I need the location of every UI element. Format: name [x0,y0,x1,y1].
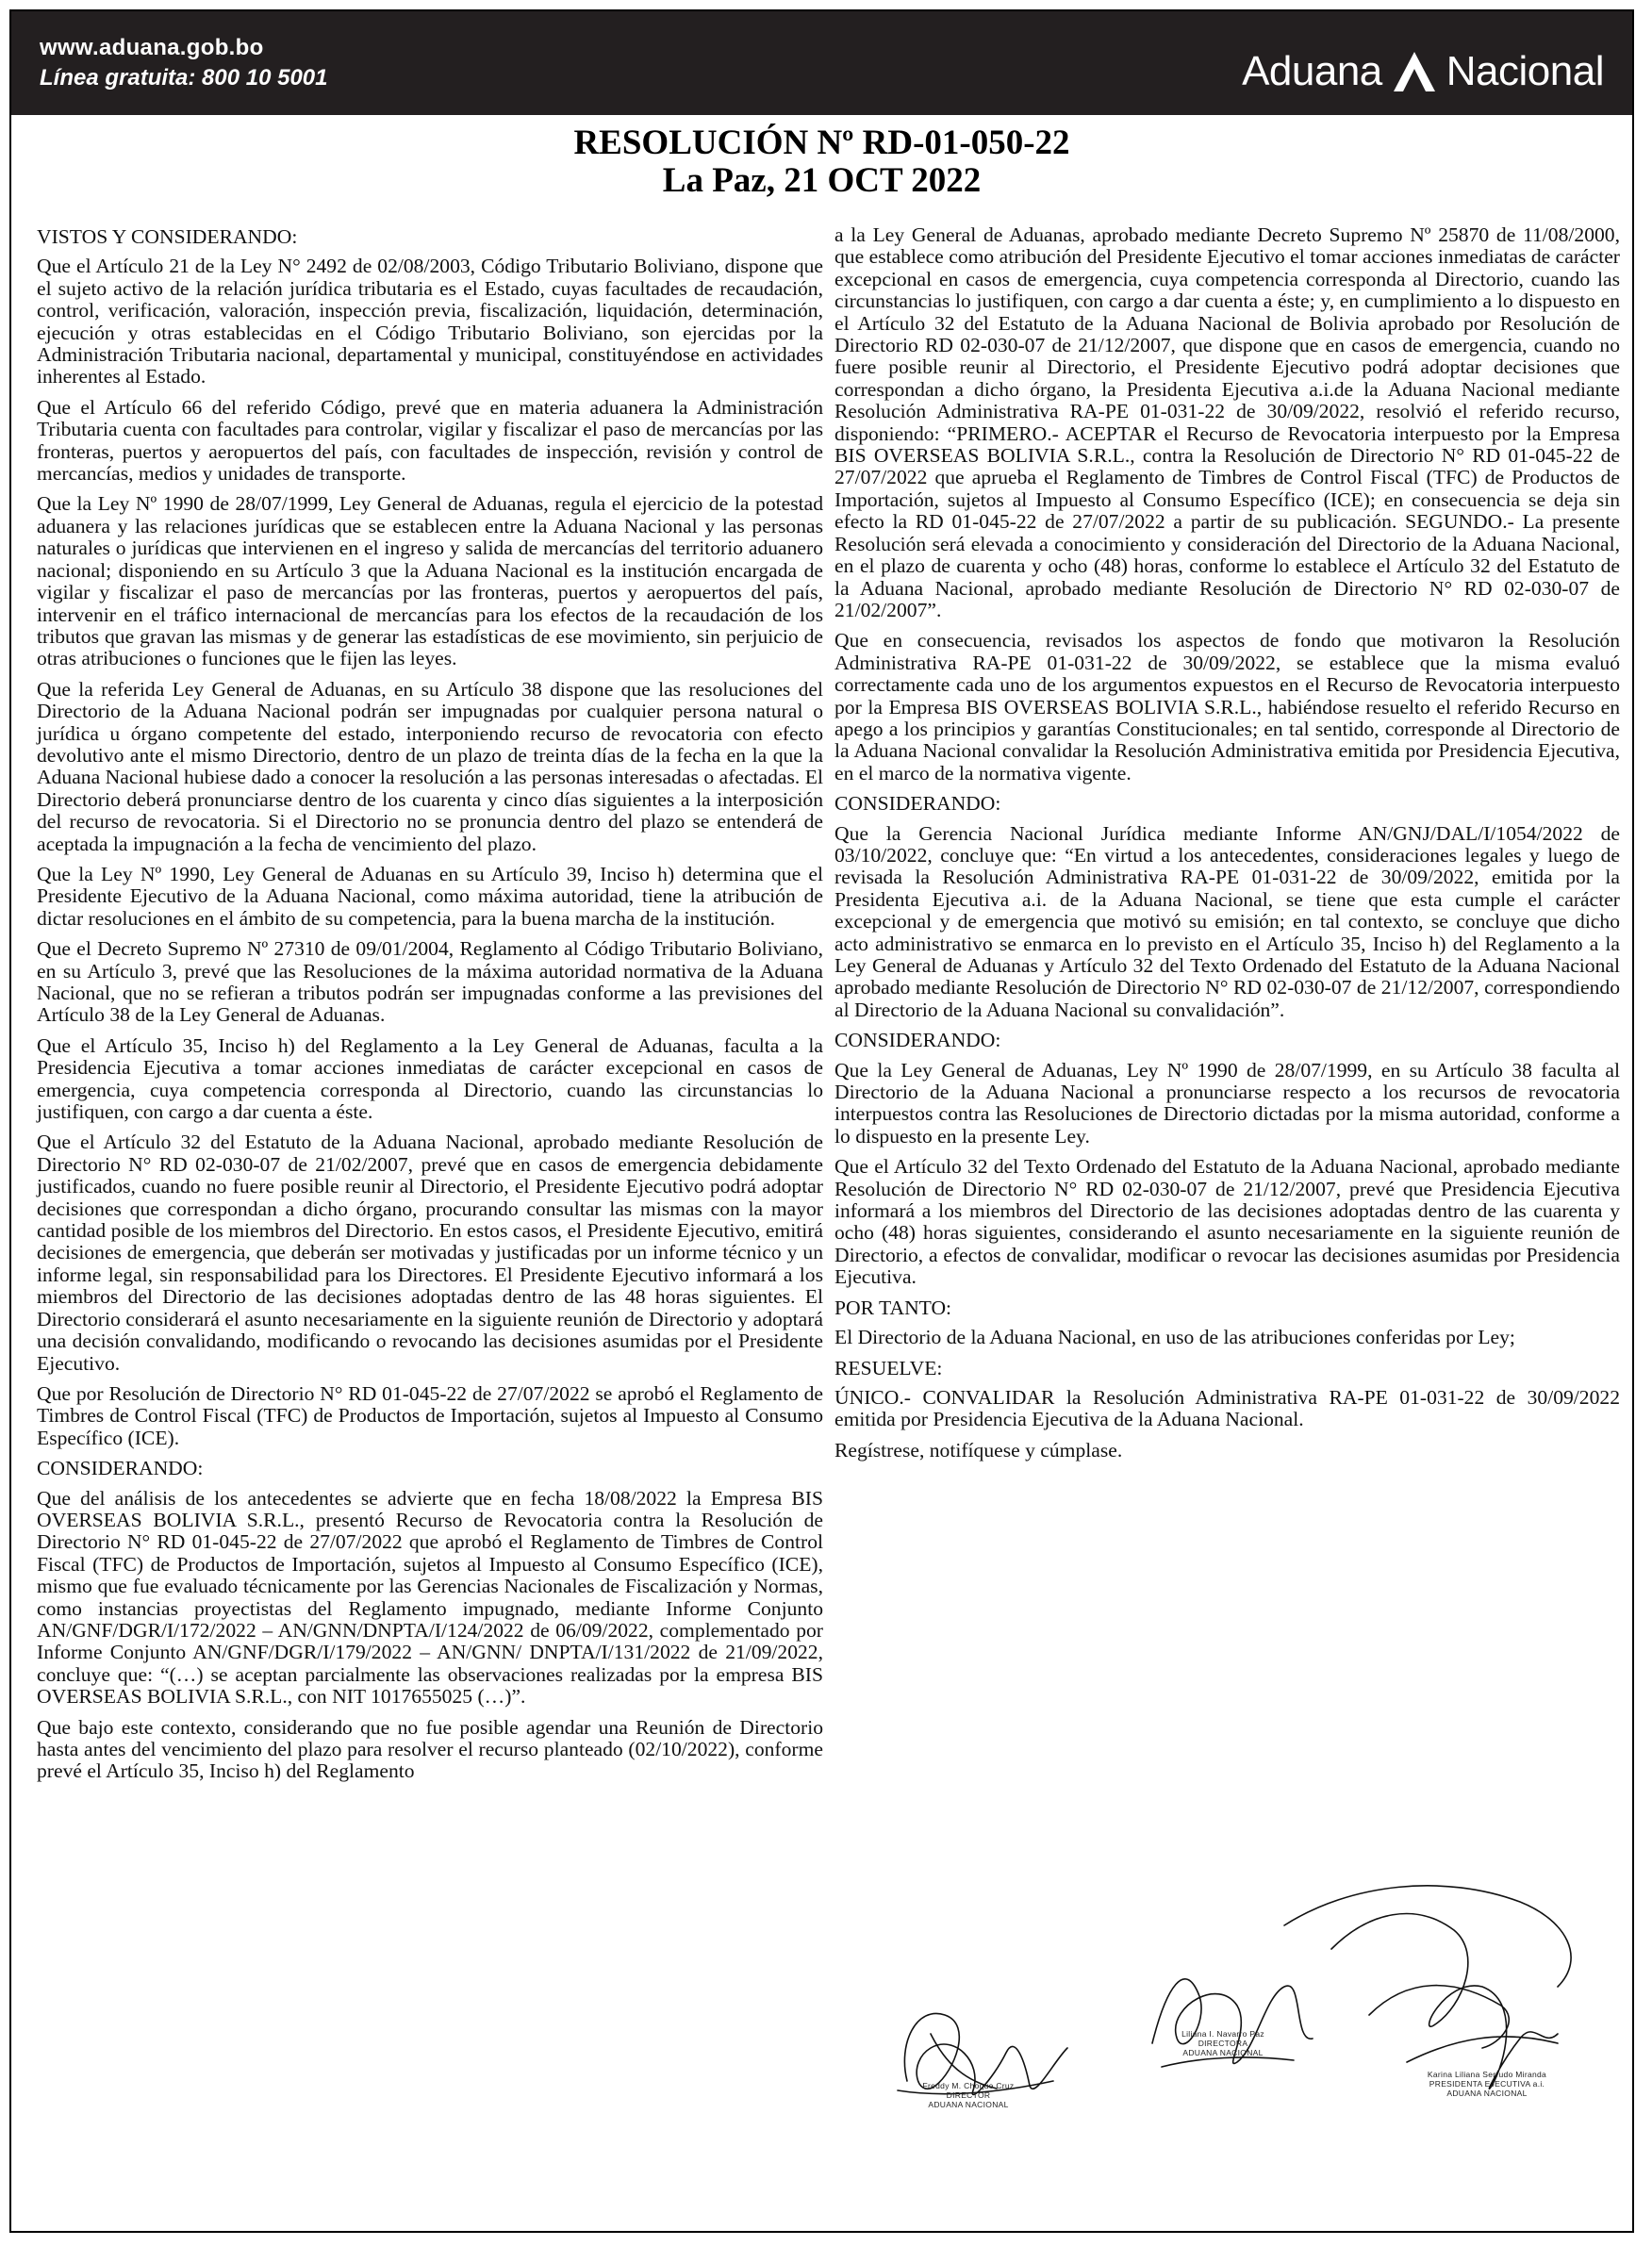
brand-left-text: Aduana [1242,48,1382,94]
signature-2-stamp [1152,2029,1294,2057]
signature-3-org: ADUANA NACIONAL [1446,2089,1528,2098]
signature-1-org: ADUANA NACIONAL [928,2100,1009,2109]
paragraph: Que el Decreto Supremo Nº 27310 de 09/01/2004, Reglamento al Código Tributario Boliviano, en su Artículo 3, prevé que las Resoluciones de la máxima autoridad normativa de la Aduana Nacional, que no se refieran a tributos podrán ser impugnadas conforme a las previsiones del Artículo 38 de la Ley General de Aduanas. [37,937,823,1027]
signature-2-org: ADUANA NACIONAL [1182,2048,1264,2057]
signature-3-stamp [1407,2070,1567,2098]
signature-3-role: PRESIDENTA EJECUTIVA a.i. [1429,2079,1545,2089]
signature-1-role: DIRECTOR [946,2090,991,2100]
paragraph: Que el Artículo 35, Inciso h) del Reglamento a la Ley General de Aduanas, faculta a la Presidencia Ejecutiva a tomar acciones inmediatas de carácter excepcional en casos de emergencia, cuya competencia corresponda al Directorio, cuando las circunstancias lo justifiquen, con cargo a dar cuenta a éste. [37,1033,823,1124]
section-heading: CONSIDERANDO: [834,1029,1001,1052]
paragraph: Que la Ley Nº 1990 de 28/07/1999, Ley General de Aduanas, regula el ejercicio de la potestad aduanera y las relaciones jurídicas que se establecen entre la Aduana Nacional y las personas naturales o jurídicas que intervienen en el ingreso y salida de mercancías del territorio aduanero nacional; disponiendo en su Artículo 3 que la Aduana Nacional es la institución encargada de vigilar y fiscalizar el paso de mercancías por las fronteras, puertos y aeropuertos del país, intervenir en el tráfico internacional de mercancías para los efectos de la recaudación de los tributos que gravan las mismas y de generar las estadísticas de ese movimiento, sin perjuicio de otras atribuciones o funciones que le fijen las leyes. [37,492,823,670]
signature-2-name: Liliana I. Navarro Paz [1181,2029,1264,2039]
paragraph: Que el Artículo 32 del Estatuto de la Aduana Nacional, aprobado mediante Resolución de Directorio N° RD 02-030-07 de 21/02/2007, prevé que en casos de emergencia debidamente justificados, cuando no fuere posible reunir al Directorio, el Presidente Ejecutivo podrá adoptar decisiones que correspondan a dicho órgano, procurando consultar las mismas con la mayor cantidad posible de los miembros del Directorio. En estos casos, el Presidente Ejecutivo, emitirá decisiones de emergencia, que deberán ser motivadas y justificadas por un informe técnico y un informe legal, sin responsabilidad para los Directores. El Presidente Ejecutivo informará a los miembros del Directorio de las decisiones adoptadas dentro de las 48 horas siguientes. El Directorio considerará el asunto necesariamente en la siguiente reunión de Directorio y adoptará una decisión convalidando, modificando o revocando las decisiones asumidas por el Presidente Ejecutivo. [37,1131,823,1375]
left-column [37,226,823,1792]
section-heading: CONSIDERANDO: [834,792,1001,816]
resolution-number: RESOLUCIÓN Nº RD-01-050-22 [573,124,1070,162]
paragraph: Que el Artículo 66 del referido Código, prevé que en materia aduanera la Administración Tributaria cuenta con facultades para controlar, vigilar y fiscalizar el paso de mercancías por las fronteras, puertos y aeropuertos del país, con facultades de inspección, revisión y control de mercancías, medios y unidades de transporte. [37,395,823,486]
header-banner [11,11,1632,115]
paragraph: Que el Artículo 21 de la Ley N° 2492 de 02/08/2003, Código Tributario Boliviano, dispone que el sujeto activo de la relación jurídica tributaria es el Estado, cuyas facultades de recaudación, control, verificación, valoración, inspección previa, fiscalización, liquidación, determinación, ejecución y otras establecidas en el Código Tributario Boliviano, son ejercidas por la Administración Tributaria nacional, departamental y municipal, constituyéndose en actividades inherentes al Estado. [37,255,823,388]
paragraph: Regístrese, notifíquese y cúmplase. [834,1438,1123,1462]
paragraph: Que la Ley General de Aduanas, Ley Nº 1990 de 28/07/1999, en su Artículo 38 faculta al Directorio de la Aduana Nacional a pronunciarse respecto a los recursos de revocatoria interpuestos contra las Resoluciones de Directorio dictadas por la misma autoridad, conforme a lo dispuesto en la presente Ley. [834,1058,1620,1148]
paragraph: Que la Gerencia Nacional Jurídica mediante Informe AN/GNJ/DAL/I/1054/2022 de 03/10/2022, concluye que: “En virtud a los antecedentes, consideraciones legales y luego de revisada la Resolución Administrativa RA-PE 01-031-22 de 30/09/2022, emitida por la Presidenta Ejecutiva a.i. de la Aduana Nacional, se tiene que esta cumple el carácter excepcional y de emergencia que motivó su emisión; en tal contexto, se concluye que dicho acto administrativo se enmarca en lo previsto en el Artículo 35, Inciso h) del Reglamento a la Ley General de Aduanas y Artículo 32 del Texto Ordenado del Estatuto de la Aduana Nacional aprobado mediante Resolución de Directorio N° RD 02-030-07 de 21/12/2007, correspondiendo al Directorio de la Aduana Nacional su convalidación”. [834,821,1620,1021]
paragraph: Que bajo este contexto, considerando que no fue posible agendar una Reunión de Directorio hasta antes del vencimiento del plazo para resolver el recurso planteado (02/10/2022), conforme prevé el Artículo 35, Inciso h) del Reglamento [37,1715,823,1783]
section-heading: RESUELVE: [834,1356,943,1379]
brand-right-text: Nacional [1446,48,1604,94]
paragraph: Que el Artículo 32 del Texto Ordenado del Estatuto de la Aduana Nacional, aprobado mediante Resolución de Directorio N° RD 02-030-07 de 21/12/2007, prevé que Presidencia Ejecutiva informará a los miembros del Directorio de las decisiones adoptadas dentro de las cuarenta y ocho (48) horas siguientes, considerando el asunto necesariamente en la siguiente reunión de Directorio, a efectos de convalidar, modificar o revocar las decisiones asumidas por Presidencia Ejecutiva. [834,1155,1620,1289]
resolution-date: La Paz, 21 OCT 2022 [662,161,982,200]
signature-2-role: DIRECTORA [1198,2039,1248,2048]
right-column [834,224,1620,1470]
brand-logo [1242,45,1604,98]
section-heading: VISTOS Y CONSIDERANDO: [37,225,298,248]
signature-1-stamp [898,2081,1039,2109]
paragraph: ÚNICO.- CONVALIDAR la Resolución Administrativa RA-PE 01-031-22 de 30/09/2022 emitida por Presidencia Ejecutiva de la Aduana Nacional. [834,1385,1620,1431]
section-heading: CONSIDERANDO: [37,1457,204,1480]
aduana-a-icon [1392,50,1437,93]
paragraph: Que en consecuencia, revisados los aspectos de fondo que motivaron la Resolución Administrativa RA-PE 01-031-22 de 30/09/2022, se establece que la misma evaluó correctamente cada uno de los argumentos expuestos en el Recurso de Revocatoria interpuesto por la Empresa BIS OVERSEAS BOLIVIA S.R.L., habiéndose resuelto el referido Recurso en apego a los principios y garantías Constitucionales; en tal sentido, corresponde al Directorio de la Aduana Nacional convalidar la Resolución Administrativa emitida por Presidencia Ejecutiva, en el marco de la normativa vigente. [834,629,1620,784]
section-heading: POR TANTO: [834,1296,952,1319]
paragraph: Que la Ley Nº 1990, Ley General de Aduanas en su Artículo 39, Inciso h) determina que el Presidente Ejecutivo de la Aduana Nacional, como máxima autoridad, tiene la atribución de dictar resoluciones en el ámbito de su competencia, para la buena marcha de la institución. [37,862,823,930]
phone-text: Línea gratuita: 800 10 5001 [40,65,328,91]
paragraph: Que por Resolución de Directorio N° RD 01-045-22 de 27/07/2022 se aprobó el Reglamento de Timbres de Control Fiscal (TFC) de Productos de Importación, sujetos al Impuesto al Consumo Específico (ICE). [37,1381,823,1449]
signature-1-name: Freddy M. Choque Cruz [922,2081,1015,2090]
signatures-area [841,1845,1614,2128]
paragraph: a la Ley General de Aduanas, aprobado mediante Decreto Supremo Nº 25870 de 11/08/2000, que establece como atribución del Presidente Ejecutivo el tomar acciones inmediatas de carácter excepcional en casos de emergencia, cuya competencia corresponda al Directorio, cuando las circunstancias lo justifiquen, con cargo a dar cuenta a éste; y, en cumplimiento a lo dispuesto en el Artículo 32 del Estatuto de la Aduana Nacional de Bolivia aprobado por Resolución de Directorio RD 02-030-07 de 21/12/2007, que dispone que en casos de emergencia, cuando no fuere posible reunir al Directorio, el Presidente Ejecutivo podrá adoptar decisiones que correspondan a dicho órgano, la Presidenta Ejecutiva a.i.de la Aduana Nacional mediante Resolución Administrativa RA-PE 01-031-22 de 30/09/2022, resolvió el referido recurso, disponiendo: “PRIMERO.- ACEPTAR el Recurso de Revocatoria interpuesto por la Empresa BIS OVERSEAS BOLIVIA S.R.L., contra la Resolución de Directorio N° RD 01-045-22 de 27/07/2022 que aprueba el Reglamento de Timbres de Control Fiscal (TFC) de Productos de Importación, sujetos al Impuesto al Consumo Específico (ICE); en consecuencia se deja sin efecto la RD 01-045-22 de 27/07/2022 a partir de su publicación. SEGUNDO.- La presente Resolución será elevada a conocimiento y consideración del Directorio de la Aduana Nacional, en el plazo de cuarenta y ocho (48) horas, conforme lo establece el Artículo 32 del Estatuto de la Aduana Nacional, aprobado mediante Resolución de Directorio N° RD 02-030-07 de 21/02/2007”. [834,223,1620,621]
website-text: www.aduana.gob.bo [40,35,264,60]
paragraph: Que del análisis de los antecedentes se advierte que en fecha 18/08/2022 la Empresa BIS OVERSEAS BOLIVIA S.R.L., presentó Recurso de Revocatoria contra la Resolución de Directorio N° RD 01-045-22 de 27/07/2022 que aprobó el Reglamento de Timbres de Control Fiscal (TFC) de Productos de Importación, sujetos al Impuesto al Consumo Específico (ICE), mismo que fue evaluado técnicamente por las Gerencias Nacionales de Fiscalización y Normas, como instancias proyectistas del Reglamento impugnado, mediante Informe Conjunto AN/GNF/DGR/I/172/2022 – AN/GNN/DNPTA/I/124/2022 de 06/09/2022, complementado por Informe Conjunto AN/GNF/DGR/I/179/2022 – AN/GNN/ DNPTA/I/131/2022 de 21/09/2022, concluye que: “(…) se aceptan parcialmente las observaciones realizadas por la empresa BIS OVERSEAS BOLIVIA S.R.L., con NIT 1017655025 (…)”. [37,1486,823,1709]
paragraph: El Directorio de la Aduana Nacional, en uso de las atribuciones conferidas por Ley; [834,1326,1515,1349]
paragraph: Que la referida Ley General de Aduanas, en su Artículo 38 dispone que las resoluciones del Directorio de la Aduana Nacional podrán ser impugnadas por cualquier persona natural o jurídica u órgano competente del estado, interponiendo recurso de revocatoria con efecto devolutivo ante el mismo Directorio, dentro de un plazo de treinta días de la fecha en la que la Aduana Nacional hubiese dado a conocer la resolución a las personas interesadas o afectadas. El Directorio deberá pronunciarse dentro de los cuarenta y cinco días siguientes a la interposición del recurso de revocatoria. Si el Directorio no se pronuncia dentro del plazo se entenderá de aceptada la impugnación a la fecha de vencimiento del plazo. [37,677,823,855]
document-frame [9,9,1634,2233]
resolution-title [11,124,1632,200]
signature-3-name: Karina Liliana Serrudo Miranda [1427,2070,1547,2079]
